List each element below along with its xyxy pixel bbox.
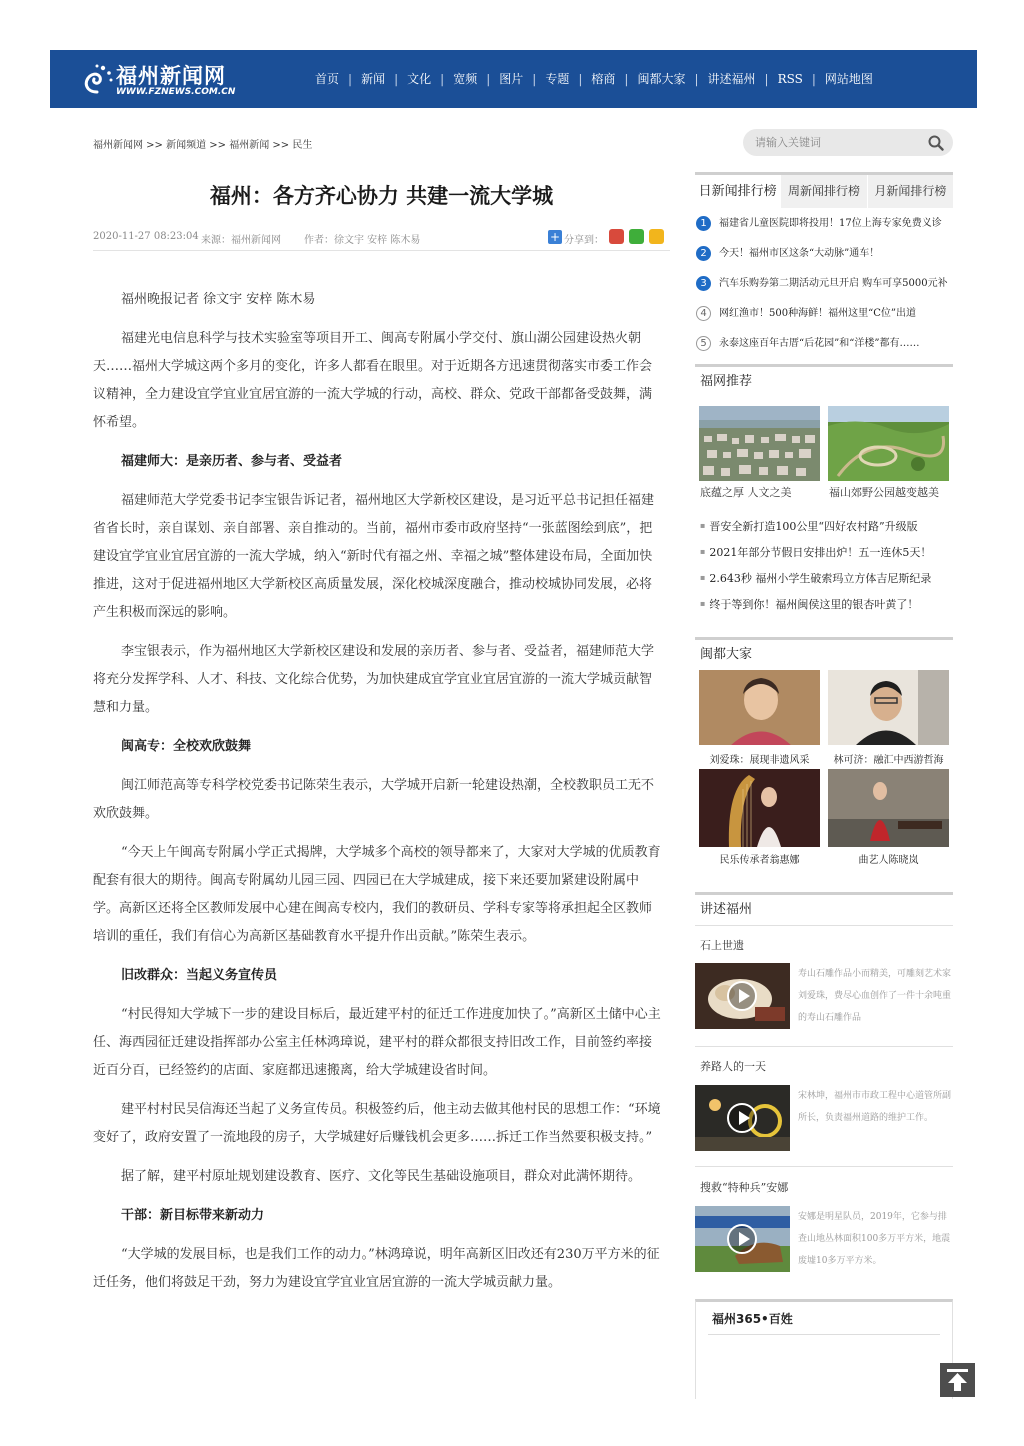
mindu-caption[interactable]: 刘爱珠：展现非遗风采 [709,755,810,766]
rank-number: 4 [696,306,711,321]
nav-separator: | [348,71,353,86]
article-author: 作者：徐文宇 安梓 陈木易 [304,235,421,246]
portrait-image [699,670,820,745]
story-description: 寿山石雕作品小而精美，可雕刻艺术家刘爱珠，费尽心血创作了一件十余吨重的寿山石雕作品 [798,969,952,1023]
mindu-photo-lin[interactable] [828,670,949,745]
rank-item[interactable] [695,213,953,243]
article-paragraph: “今天上午闽高专附属小学正式揭牌，大学城多个高校的领导都来了，大家对大学城的优质教育配套有很大的期待。闽高专附属幼儿园三园、四园已在大学城建成，接下来还要加紧建设附属中学。高新区还将全区教师发展中心建在闽高专校内，我们的教研员、学科专家等将承担起全区教师培训的重任，我们有信心为高新区基础教育水平提升作出贡献。”陈荣生表示。 [93,845,661,944]
breadcrumb[interactable]: 福州新闻网 >> 新闻频道 >> 福州新闻 >> 民生 [93,140,313,151]
nav-pictures[interactable]: 图片 [499,72,524,86]
rank-item[interactable] [695,333,953,363]
rank-title: 福建省儿童医院即将投用！17位上海专家免费义诊 [719,218,942,229]
share-plus-icon[interactable]: + [549,230,561,244]
nav-mindu[interactable]: 闽都大家 [637,72,686,86]
story-title[interactable]: 养路人的一天 [700,1060,766,1073]
site-header [50,50,977,108]
rank-list [695,213,953,363]
nav-rongshang[interactable]: 榕商 [591,72,616,86]
divider [708,1334,940,1335]
article-source: 来源：福州新闻网 [201,235,281,246]
recommend-heading: 福网推荐 [695,364,953,394]
nav-separator: | [394,71,399,86]
article-paragraph: 福州晚报记者 徐文宇 安梓 陈木易 [121,292,316,307]
story-video-dog[interactable] [695,1206,790,1272]
section-subheading: 闽高专：全校欢欣鼓舞 [121,739,252,754]
nav-separator: | [694,71,699,86]
mindu-heading: 闽都大家 [695,637,953,667]
share-qzone-icon[interactable] [649,229,664,244]
nav-topics[interactable]: 专题 [545,72,570,86]
rank-item[interactable] [695,243,953,273]
story-title[interactable]: 搜救“特种兵”安娜 [700,1181,789,1194]
rank-tabs [695,172,953,208]
rank-title: 今天！福州市区这条“大动脉”通车！ [719,248,880,259]
article-paragraph: 建平村村民吴信海还当起了义务宣传员。积极签约后，他主动去做其他村民的思想工作：“环境变好了，政府安置了一流地段的房子，大学城建好后赚钱机会更多……拆迁工作当然要积极支持。” [93,1102,661,1145]
nav-broadband[interactable]: 宽频 [453,72,478,86]
play-icon[interactable] [727,981,757,1011]
mindu-photo-weng[interactable] [699,769,820,847]
nav-news[interactable]: 新闻 [361,72,386,86]
recommend-list-item[interactable]: ▪ 终于等到你！福州闽侯这里的银杏叶黄了！ [700,596,918,612]
nav-separator: | [440,71,445,86]
play-icon[interactable] [727,1103,757,1133]
rank-item[interactable] [695,273,953,303]
section-subheading: 旧改群众：当起义务宣传员 [121,968,278,983]
article-paragraph: “村民得知大学城下一步的建设目标后，最近建平村的征迁工作进度加快了。”高新区土储中心主任、海西园征迁建设指挥部办公室主任林鸿璋说，建平村的群众都很支持旧改工作，目前签约率接近百分百，已经签约的店面、家庭都迅速搬离，给大学城建设省时间。 [93,1007,661,1078]
search-input[interactable] [755,133,920,152]
divider [695,1046,953,1047]
article-meta [93,231,670,251]
tab-daily-rank[interactable]: 日新闻排行榜 [695,175,780,208]
fuzhou-365-box [695,1299,953,1399]
nav-separator: | [764,71,769,86]
site-logo[interactable] [80,58,250,100]
recommend-list-item[interactable]: ▪ 2.643秒 福州小学生破索玛立方体吉尼斯纪录 [700,570,931,586]
fuzhou-365-title: 福州365•百姓 [712,1312,793,1326]
recommend-list-item[interactable]: ▪ 晋安全新打造100公里“四好农村路”升级版 [700,518,918,534]
harp-performer-image [699,769,820,847]
recommend-list-item[interactable]: ▪ 2021年部分节假日安排出炉！五一连休5天！ [700,544,931,560]
nav-culture[interactable]: 文化 [407,72,432,86]
mindu-caption[interactable]: 曲艺人陈晓岚 [858,855,919,866]
mindu-photo-liu[interactable] [699,670,820,745]
portrait-image [828,670,949,745]
tab-monthly-rank[interactable]: 月新闻排行榜 [867,175,953,208]
rank-title: 永泰这座百年古厝“后花园”和“洋楼”都有…… [719,338,920,349]
logo-url: WWW.FZNEWS.COM.CN [116,87,236,97]
story-description: 安娜是明星队员，2019年，它参与排查山地丛林面积100多万平方米，地震废墟10多万平方米。 [798,1212,951,1266]
story-video-stone[interactable] [695,963,790,1029]
article-datetime: 2020-11-27 08:23:04 [93,231,199,242]
share-wechat-icon[interactable] [629,229,644,244]
back-to-top-button[interactable] [940,1363,975,1397]
recommend-caption[interactable]: 福山郊野公园越变越美 [829,486,939,499]
nav-sitemap[interactable]: 网站地图 [824,72,873,86]
article-paragraph: 闽江师范高等专科学校党委书记陈荣生表示，大学城开启新一轮建设热潮，全校教职员工无不欢欣鼓舞。 [93,778,655,821]
article-paragraph: 福建师范大学党委书记李宝银告诉记者，福州地区大学新校区建设，是习近平总书记担任福建省省长时，亲自谋划、亲自部署、亲自推动的。当前，福州市委市政府坚持“一张蓝图绘到底”，把建设宜学宜业宜居宜游的一流大学城，纳入“新时代有福之州、幸福之城”整体建设布局，全面加快推进，这对于促进福州地区大学新校区高质量发展，深化校城深度融合，推动校城协同发展，必将产生积极而深远的影响。 [93,493,655,620]
article-paragraph: 福建光电信息科学与技术实验室等项目开工、闽高专附属小学交付、旗山湖公园建设热火朝天……福州大学城这两个多月的变化，许多人都看在眼里。对于近期各方迅速贯彻落实市委工作会议精神，全力建设宜学宜业宜居宜游的一流大学城的行动，高校、群众、党政干部都备受鼓舞，满怀希望。 [93,331,653,430]
article-title: 福州：各方齐心协力 共建一流大学城 [209,184,554,208]
article-paragraph: “大学城的发展目标，也是我们工作的动力。”林鸿璋说，明年高新区旧改还有230万平方米的征迁任务，他们将鼓足干劲，努力为建设宜学宜业宜居宜游的一流大学城贡献力量。 [93,1247,660,1290]
mindu-caption[interactable]: 民乐传承者翁惠娜 [719,855,800,866]
article-body [93,286,664,1308]
mindu-photo-chen[interactable] [828,769,949,847]
tell-fuzhou-heading: 讲述福州 [695,892,953,922]
rank-number: 5 [696,336,711,351]
logo-text: 福州新闻网 [116,64,226,88]
park-aerial-image [828,406,949,481]
recommend-photo-park[interactable] [828,406,949,481]
rank-title: 网红渔市！500种海鲜！福州这里“C位”出道 [719,308,916,319]
rank-title: 汽车乐购券第二期活动元旦开启 购车可享5000元补 [719,278,948,289]
nav-separator: | [486,71,491,86]
article-paragraph: 李宝银表示，作为福州地区大学新校区建设和发展的亲历者、参与者、受益者，福建师范大学将充分发挥学科、人才、科技、文化综合优势，为加快建成宜学宜业宜居宜游的一流大学城贡献智慧和力量。 [93,644,655,715]
tab-weekly-rank[interactable]: 周新闻排行榜 [780,175,866,208]
search-box [743,129,953,156]
divider [695,925,953,926]
nav-separator: | [578,71,583,86]
section-subheading: 干部：新目标带来新动力 [121,1208,265,1223]
nav-separator: | [811,71,816,86]
rank-item[interactable] [695,303,953,333]
share-weibo-icon[interactable] [609,229,624,244]
recommend-caption[interactable]: 底蕴之厚 人文之美 [700,486,792,499]
section-subheading: 福建师大：是亲历者、参与者、受益者 [121,454,343,469]
story-video-road[interactable] [695,1085,790,1151]
divider [695,1166,953,1167]
story-title[interactable]: 石上世遗 [700,939,744,952]
story-description: 宋林坤，福州市市政工程中心道管所副所长，负责福州道路的维护工作。 [798,1091,952,1123]
rank-number: 2 [696,246,711,261]
nav-separator: | [532,71,537,86]
main-nav [315,70,873,87]
nav-tell-fuzhou[interactable]: 讲述福州 [707,72,756,86]
nav-separator: | [624,71,629,86]
logo-swirl-icon [80,62,114,96]
arrow-up-icon [940,1363,975,1397]
play-icon[interactable] [727,1224,757,1254]
article-paragraph: 据了解，建平村原址规划建设教育、医疗、文化等民生基础设施项目，群众对此满怀期待。 [121,1169,642,1184]
mindu-caption[interactable]: 林可济：融汇中西游哲海 [833,755,944,766]
city-aerial-image [699,406,820,481]
rank-number: 3 [696,276,711,291]
nav-rss[interactable]: RSS [777,71,803,86]
recommend-photo-city[interactable] [699,406,820,481]
share-label: 分享到： [564,235,604,246]
rank-number: 1 [696,216,711,231]
nav-home[interactable]: 首页 [315,72,340,86]
search-icon[interactable] [928,135,944,151]
performer-image [828,769,949,847]
